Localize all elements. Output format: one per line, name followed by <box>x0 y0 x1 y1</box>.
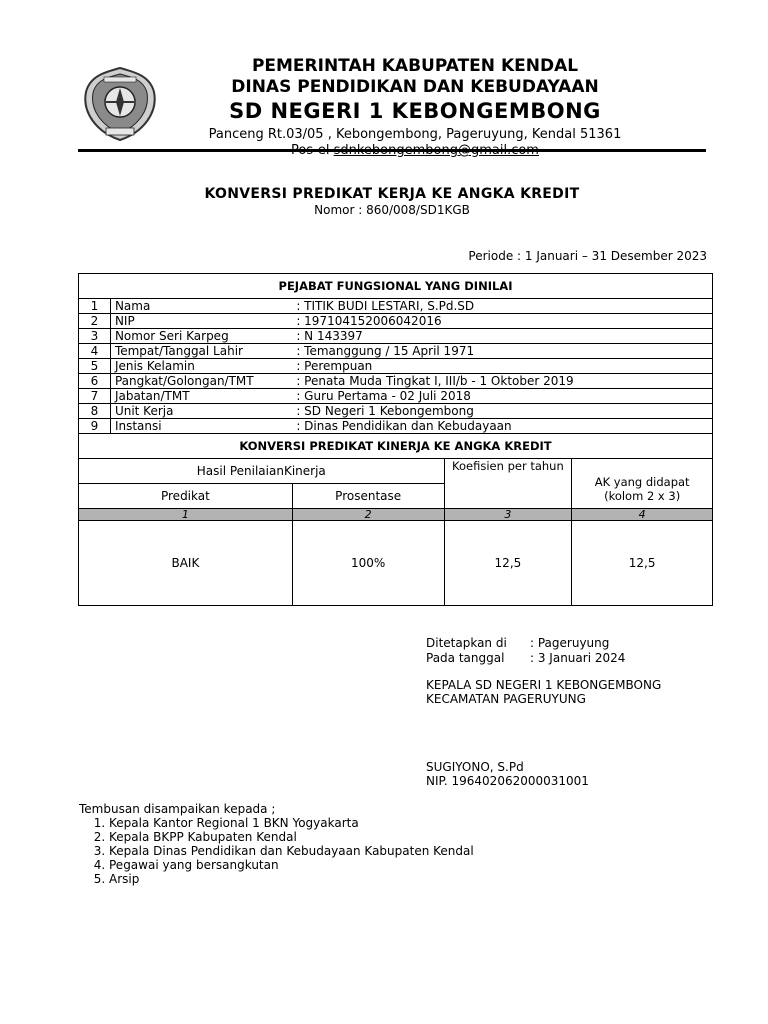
table-row <box>79 419 713 434</box>
agency-name: DINAS PENDIDIKAN DAN KEBUDAYAAN <box>231 77 599 97</box>
table-row <box>79 344 713 359</box>
date-label: Pada tanggal <box>426 651 505 665</box>
row-value: : Temanggung / 15 April 1971 <box>292 344 712 359</box>
cc-section <box>79 802 474 886</box>
row-label: Instansi <box>110 419 292 434</box>
col-koefisien: Koefisien per tahun <box>444 459 572 509</box>
table-row <box>79 374 713 389</box>
row-value: : Perempuan <box>292 359 712 374</box>
list-item: 1. Kepala Kantor Regional 1 BKN Yogyakarta <box>109 816 474 830</box>
row-number: 7 <box>79 389 111 404</box>
pejabat-header: PEJABAT FUNGSIONAL YANG DINILAI <box>79 274 713 299</box>
row-number: 3 <box>79 329 111 344</box>
government-name: PEMERINTAH KABUPATEN KENDAL <box>251 56 579 76</box>
row-value: : Guru Pertama - 02 Juli 2018 <box>292 389 712 404</box>
place-value: : Pageruyung <box>530 636 610 650</box>
row-number: 4 <box>79 344 111 359</box>
place-line <box>426 636 609 651</box>
school-name: SD NEGERI 1 KEBONGEMBONG <box>229 99 601 123</box>
date-value: : 3 Januari 2024 <box>530 651 626 665</box>
table-row <box>79 521 713 606</box>
cell-prosentase: 100% <box>292 521 444 606</box>
document-number: Nomor : 860/008/SD1KGB <box>314 203 470 217</box>
row-value: : TITIK BUDI LESTARI, S.Pd.SD <box>292 299 712 314</box>
date-line <box>426 651 625 666</box>
col-number: 1 <box>79 509 293 521</box>
row-label: Pangkat/Golongan/TMT <box>110 374 292 389</box>
col-number: 2 <box>292 509 444 521</box>
row-label: Nama <box>110 299 292 314</box>
place-label: Ditetapkan di <box>426 636 507 650</box>
letterhead <box>180 56 650 159</box>
row-value: : SD Negeri 1 Kebongembong <box>292 404 712 419</box>
table-row <box>79 329 713 344</box>
col-hasil-penilaian: Hasil PenilaianKinerja <box>79 459 445 484</box>
col-number: 3 <box>444 509 572 521</box>
document-title: KONVERSI PREDIKAT KERJA KE ANGKA KREDIT <box>204 186 580 202</box>
list-item: 3. Kepala Dinas Pendidikan dan Kebudayaan Kabupaten Kendal <box>109 844 474 858</box>
cell-koefisien: 12,5 <box>444 521 572 606</box>
row-number: 6 <box>79 374 111 389</box>
school-address: Panceng Rt.03/05 , Kebongembong, Pageruyung, Kendal 51361 <box>208 127 622 142</box>
col-ak: AK yang didapat (kolom 2 x 3) <box>572 459 713 509</box>
letterhead-divider <box>78 149 706 152</box>
cc-list <box>79 816 474 886</box>
col-prosentase: Prosentase <box>292 484 444 509</box>
row-label: Nomor Seri Karpeg <box>110 329 292 344</box>
period: Periode : 1 Januari – 31 Desember 2023 <box>468 249 707 263</box>
row-label: Unit Kerja <box>110 404 292 419</box>
cell-predikat: BAIK <box>79 521 293 606</box>
row-value: : Dinas Pendidikan dan Kebudayaan <box>292 419 712 434</box>
table-row <box>79 299 713 314</box>
row-value: : N 143397 <box>292 329 712 344</box>
col-predikat: Predikat <box>79 484 293 509</box>
row-number: 2 <box>79 314 111 329</box>
list-item: 2. Kepala BKPP Kabupaten Kendal <box>109 830 474 844</box>
row-value: : Penata Muda Tingkat I, III/b - 1 Oktober 2019 <box>292 374 712 389</box>
cc-title: Tembusan disampaikan kepada ; <box>79 802 276 816</box>
col-number: 4 <box>572 509 713 521</box>
row-number: 1 <box>79 299 111 314</box>
signer-nip: NIP. 196402062000031001 <box>426 774 589 788</box>
konversi-header: KONVERSI PREDIKAT KINERJA KE ANGKA KREDIT <box>79 434 713 459</box>
signer-name: SUGIYONO, S.Pd <box>426 760 524 774</box>
list-item: 4. Pegawai yang bersangkutan <box>109 858 474 872</box>
column-number-row <box>79 509 713 521</box>
row-label: NIP <box>110 314 292 329</box>
table-row <box>79 314 713 329</box>
kendal-regency-emblem-icon <box>80 64 160 144</box>
row-label: Jabatan/TMT <box>110 389 292 404</box>
main-table <box>78 273 713 606</box>
row-number: 5 <box>79 359 111 374</box>
cell-ak: 12,5 <box>572 521 713 606</box>
row-number: 9 <box>79 419 111 434</box>
row-label: Tempat/Tanggal Lahir <box>110 344 292 359</box>
row-value: : 197104152006042016 <box>292 314 712 329</box>
table-row <box>79 389 713 404</box>
list-item: 5. Arsip <box>109 872 474 886</box>
row-label: Jenis Kelamin <box>110 359 292 374</box>
signer-position-1: KEPALA SD NEGERI 1 KEBONGEMBONG <box>426 678 662 692</box>
row-number: 8 <box>79 404 111 419</box>
signer-position-2: KECAMATAN PAGERUYUNG <box>426 692 586 706</box>
table-row <box>79 404 713 419</box>
table-row <box>79 359 713 374</box>
